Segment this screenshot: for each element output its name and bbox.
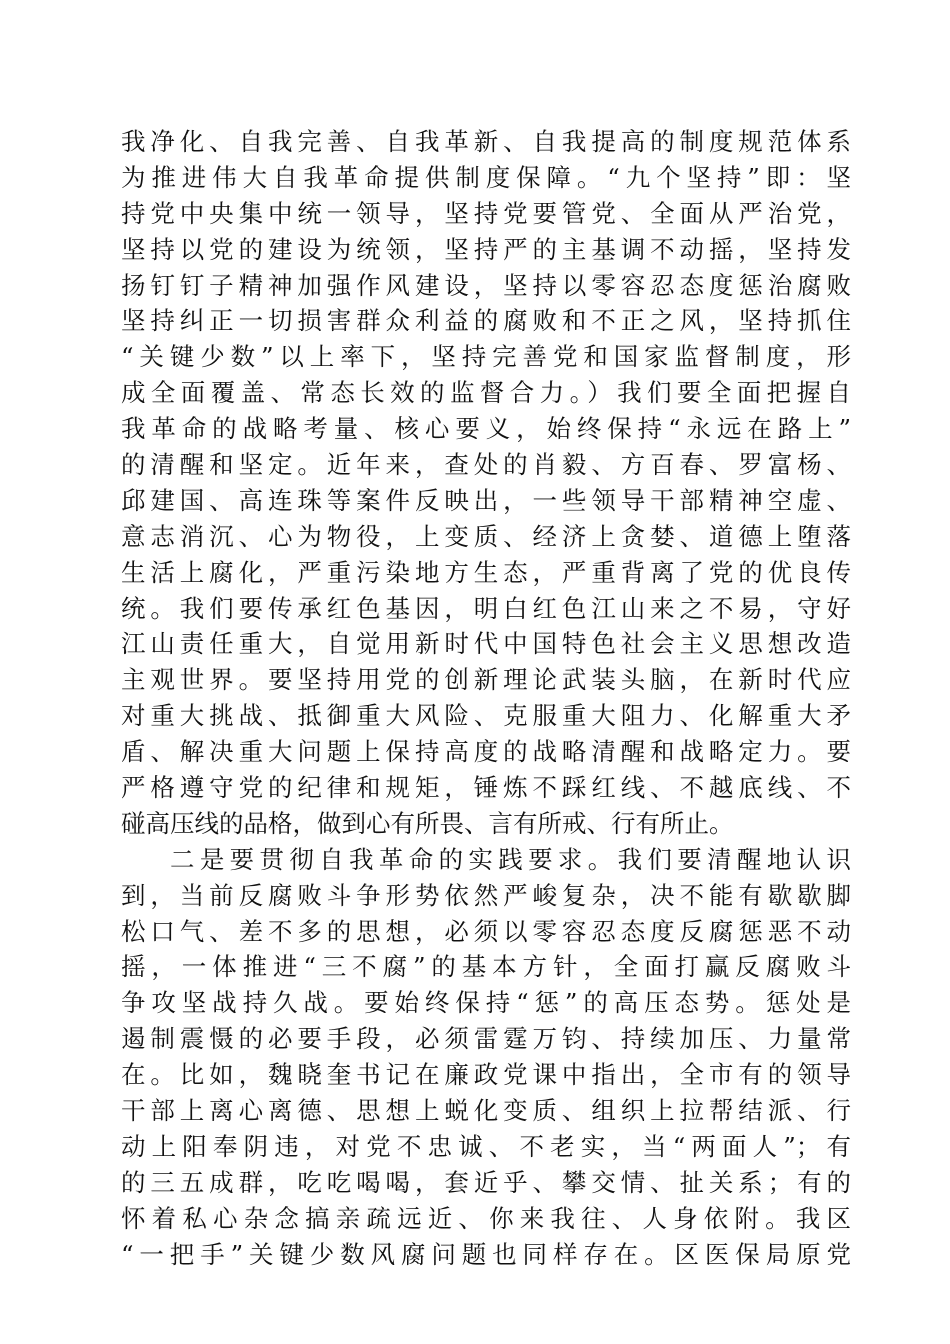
text-line: 严格遵守党的纪律和规矩，锤炼不踩红线、不越底线、不: [121, 773, 851, 803]
text-line: 摇，一体推进“三不腐”的基本方针，全面打赢反腐败斗: [121, 952, 851, 982]
body-text: [121, 124, 851, 1273]
text-line: 统。我们要传承红色基因，明白红色江山来之不易，守好: [121, 593, 851, 623]
text-line: 江山责任重大，自觉用新时代中国特色社会主义思想改造: [121, 629, 851, 659]
text-line: 动上阳奉阴违，对党不忠诚、不老实，当“两面人”；有: [121, 1131, 851, 1161]
text-line: 意志消沉、心为物役，上变质、经济上贪婪、道德上堕落: [121, 521, 851, 551]
text-line: 遏制震慑的必要手段，必须雷霆万钧、持续加压、力量常: [121, 1024, 851, 1054]
text-line: “一把手”关键少数风腐问题也同样存在。区医保局原党: [121, 1239, 851, 1269]
text-line: 的清醒和坚定。近年来，查处的肖毅、方百春、罗富杨、: [121, 450, 851, 480]
text-line: 盾、解决重大问题上保持高度的战略清醒和战略定力。要: [121, 737, 851, 767]
text-line: 松口气、差不多的思想，必须以零容忍态度反腐惩恶不动: [121, 916, 851, 946]
text-line: 持党中央集中统一领导，坚持党要管党、全面从严治党，: [121, 198, 851, 228]
text-line: 邱建国、高连珠等案件反映出，一些领导干部精神空虚、: [121, 485, 851, 515]
text-line: 争攻坚战持久战。要始终保持“惩”的高压态势。惩处是: [121, 988, 851, 1018]
text-line: 干部上离心离德、思想上蜕化变质、组织上拉帮结派、行: [121, 1096, 851, 1126]
text-line: 碰高压线的品格，做到心有所畏、言有所戒、行有所止。: [121, 808, 734, 838]
text-line: 坚持纠正一切损害群众利益的腐败和不正之风，坚持抓住: [121, 306, 851, 336]
text-line: 生活上腐化，严重污染地方生态，严重背离了党的优良传: [121, 557, 851, 587]
text-line: 在。比如，魏晓奎书记在廉政党课中指出，全市有的领导: [121, 1060, 851, 1090]
text-line: 的三五成群，吃吃喝喝，套近乎、攀交情、扯关系；有的: [121, 1167, 851, 1197]
text-line: “关键少数”以上率下，坚持完善党和国家监督制度，形: [121, 342, 851, 372]
text-line: 我革命的战略考量、核心要义，始终保持“永远在路上”: [121, 414, 851, 444]
text-line: 为推进伟大自我革命提供制度保障。“九个坚持”即：坚: [121, 162, 851, 192]
text-line: 我净化、自我完善、自我革新、自我提高的制度规范体系: [121, 127, 851, 156]
text-line: 对重大挑战、抵御重大风险、克服重大阻力、化解重大矛: [121, 701, 851, 731]
text-line: 扬钉钉子精神加强作风建设，坚持以零容忍态度惩治腐败: [121, 270, 851, 300]
text-line: 成全面覆盖、常态长效的监督合力。）我们要全面把握自: [121, 378, 851, 408]
paragraph-start-line: 二是要贯彻自我革命的实践要求。我们要清醒地认识: [170, 844, 851, 874]
text-line: 主观世界。要坚持用党的创新理论武装头脑，在新时代应: [121, 665, 851, 695]
text-line: 怀着私心杂念搞亲疏远近、你来我往、人身依附。我区: [121, 1203, 851, 1233]
text-line: 到，当前反腐败斗争形势依然严峻复杂，决不能有歇歇脚: [121, 880, 851, 910]
text-line: 坚持以党的建设为统领，坚持严的主基调不动摇，坚持发: [121, 234, 851, 264]
